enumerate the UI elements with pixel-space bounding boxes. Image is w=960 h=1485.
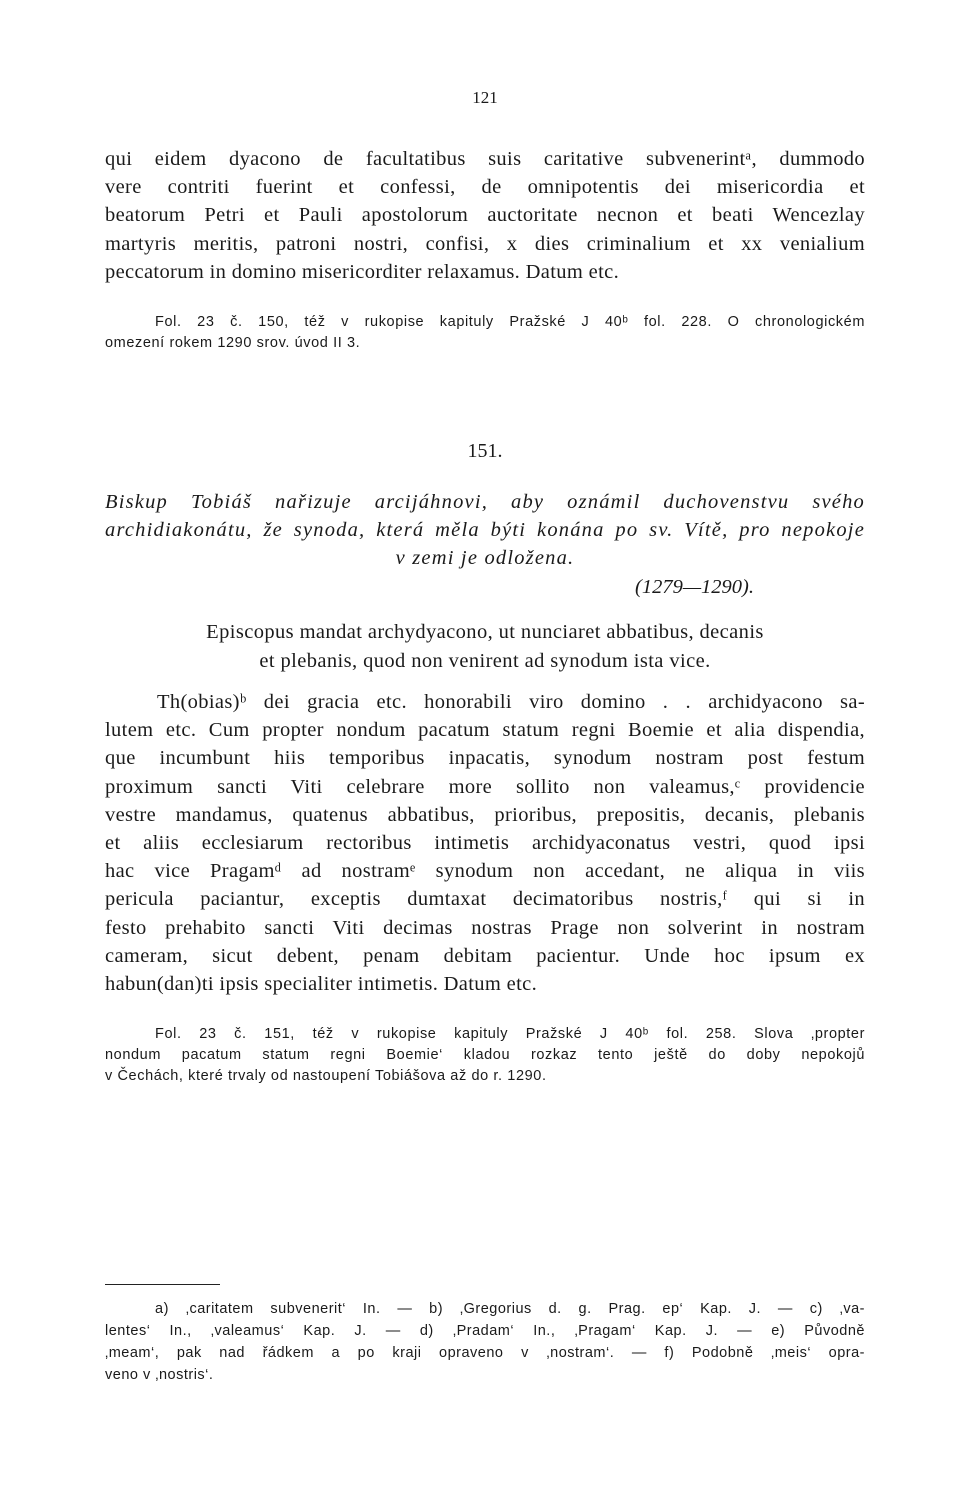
text-line: proximum sancti Viti celebrare more sollito non valeamus,ᶜ providencie [105,775,865,798]
footnote-line: a) ‚caritatem subvenerit‘ In. — b) ‚Gregorius d. g. Prag. ep‘ Kap. J. — c) ‚va- [155,1301,865,1317]
footnotes [105,1298,865,1386]
czech-regest-title [105,488,865,572]
summary-line: et plebanis, quod non venirent ad synodum ista vice. [259,650,711,672]
text-line: festo prehabito sancti Viti decimas nostras Prage non solverint in nostram [105,916,865,939]
note-line: v Čechách, které trvaly od nastoupení Tobiášova až do r. 1290. [105,1068,547,1084]
text-line: beatorum Petri et Pauli apostolorum auctoritate necnon et beati Wencezlay [105,204,865,227]
title-line: Biskup Tobiáš nařizuje arcijáhnovi, aby oznámil duchovenstvu svého [105,491,865,513]
text-line: cameram, sicut debent, penam debitam pacientur. Unde hoc ipsum ex [105,944,865,967]
text-line: vere contriti fuerint et confessi, de omnipotentis dei misericordia et [105,176,865,199]
text-line: martyris meritis, patroni nostri, confisi, x dies criminalium et xx venialium [105,232,865,255]
footnote-line: lentes‘ In., ‚valeamus‘ Kap. J. — d) ‚Pradam‘ In., ‚Pragam‘ Kap. J. — e) Původně [105,1323,865,1339]
text-line: peccatorum in domino misericorditer relaxamus. Datum etc. [105,260,620,283]
summary-line: Episcopus mandat archydyacono, ut nunciaret abbatibus, decanis [206,621,764,643]
text-line: et aliis ecclesiarum rectoribus intimetis archidyaconatus vestri, quod ipsi [105,832,865,855]
intro-paragraph [105,145,865,286]
footnote-divider [105,1284,220,1285]
text-line: que incumbunt hiis temporibus inpacatis, synodum nostram post festum [105,747,865,770]
footnote-line: veno v ‚nostris‘. [105,1367,214,1383]
text-line: lutem etc. Cum propter nondum pacatum statum regni Boemie et alia dispendia, [105,719,865,742]
latin-summary [105,618,865,676]
note-line: Fol. 23 č. 151, též v rukopise kapituly Pražské J 40ᵇ fol. 258. Slova ‚propter [155,1026,865,1042]
main-text [105,688,865,998]
page-number: 121 [472,88,498,107]
footnote-line: ‚meam‘, pak nad řádkem a po kraji opraveno v ‚nostram‘. — f) Podobně ‚meis‘ opra- [105,1345,865,1361]
editorial-note-151 [105,1024,865,1087]
text-line: habun(dan)ti ipsis specialiter intimetis. Datum etc. [105,973,538,996]
editorial-note-150 [105,312,865,354]
text-line: vestre mandamus, quatenus abbatibus, prioribus, prepositis, decanis, plebanis [105,803,865,826]
text-line: pericula paciantur, exceptis dumtaxat decimatoribus nostris,ᶠ qui si in [105,888,865,911]
text-line: hac vice Pragamᵈ ad nostramᵉ synodum non accedant, ne aliqua in viis [105,860,865,883]
note-line: nondum pacatum statum regni Boemie‘ kladou rozkaz tento ještě do doby nepokojů [105,1047,865,1063]
date-range: (1279—1290). [635,576,755,598]
note-line: omezení rokem 1290 srov. úvod II 3. [105,335,361,351]
title-line: archidiakonátu, že synoda, která měla býti konána po sv. Vítě, pro nepokoje [105,519,865,541]
title-line: v zemi je odložena. [395,547,575,569]
document-number: 151. [467,440,503,462]
text-line: Th(obias)ᵇ dei gracia etc. honorabili viro domino . . archidyacono sa- [157,691,865,713]
note-line: Fol. 23 č. 150, též v rukopise kapituly Pražské J 40ᵇ fol. 228. O chronologickém [155,314,865,330]
text-line: qui eidem dyacono de facultatibus suis caritative subvenerintᵃ, dummodo [105,148,865,170]
